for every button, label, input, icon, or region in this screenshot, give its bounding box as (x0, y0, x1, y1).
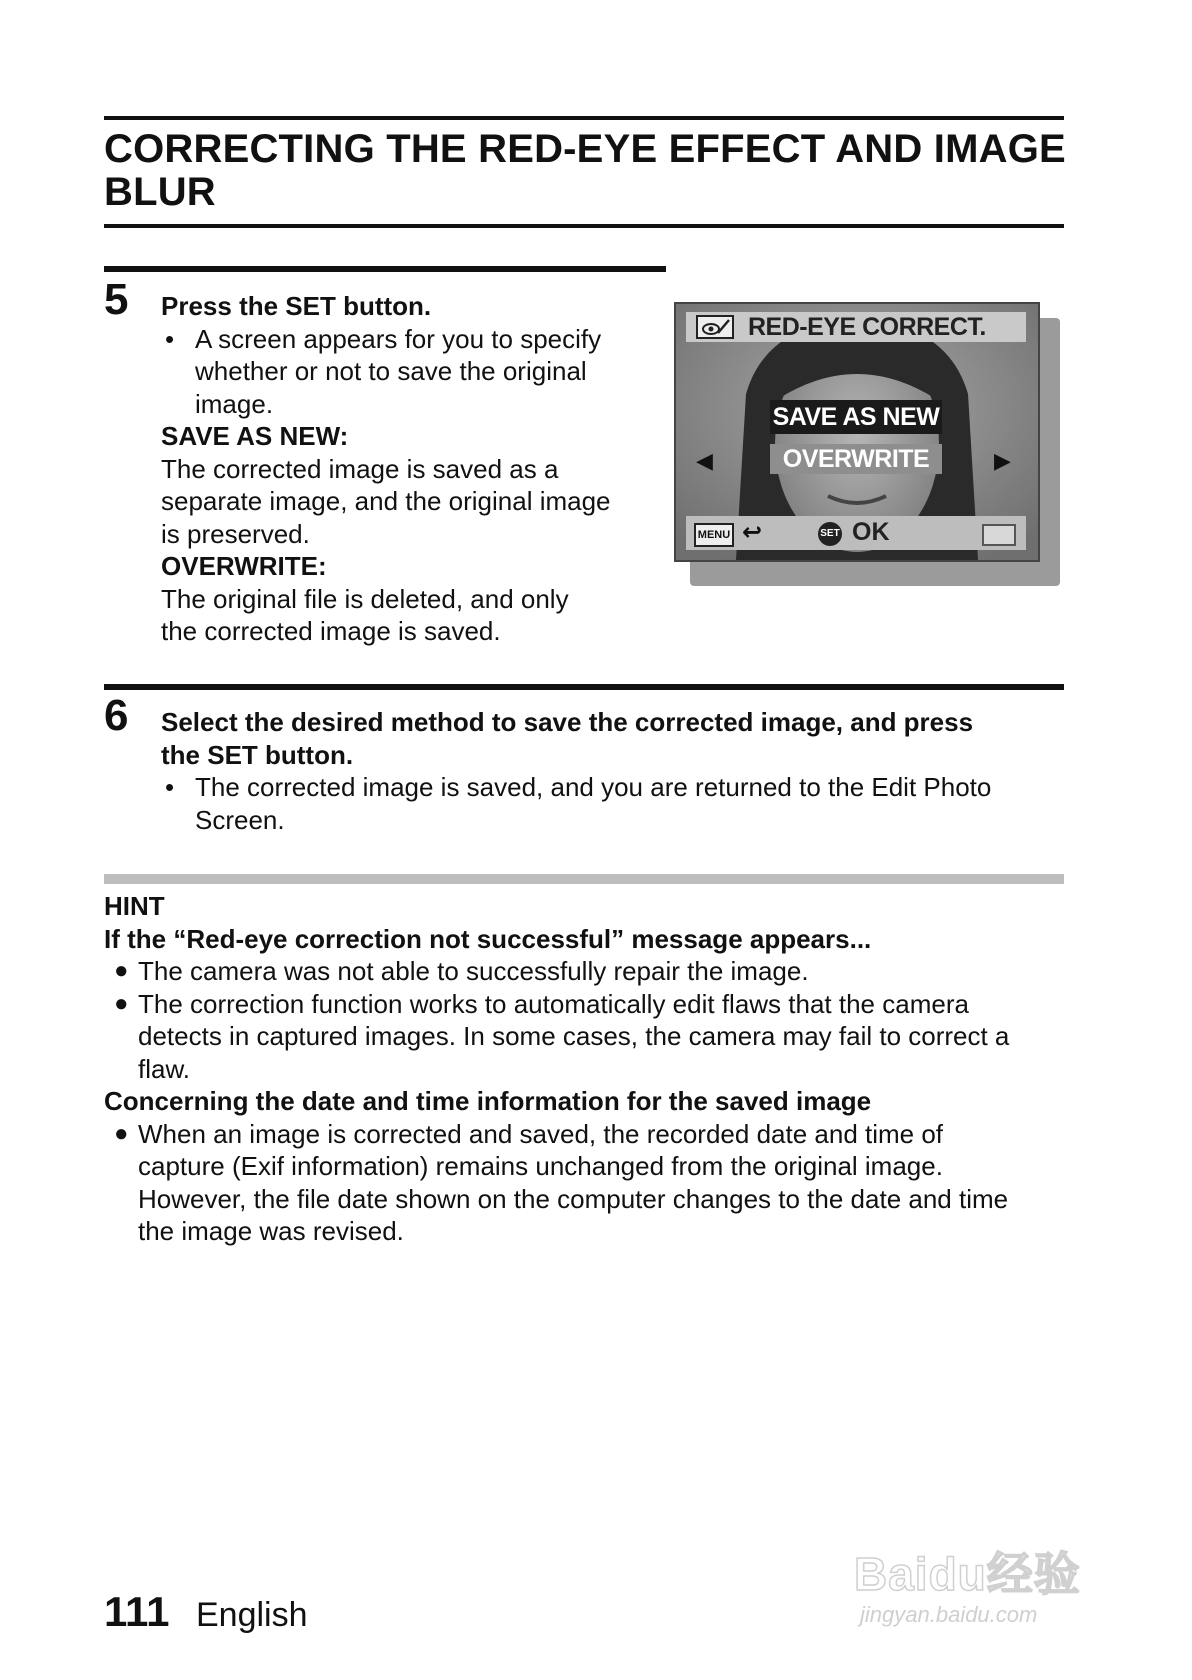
camera-footer-bar (686, 516, 1026, 550)
step6-body (161, 706, 1081, 836)
battery-icon (982, 524, 1016, 546)
save-as-new-option[interactable]: SAVE AS NEW (770, 400, 942, 434)
title-bottom-rule (104, 224, 1064, 228)
overwrite-label: OVERWRITE: (161, 551, 327, 581)
overwrite-option[interactable]: OVERWRITE (770, 444, 942, 474)
step6-bullet-line: Screen. (195, 804, 285, 835)
right-arrow-icon[interactable]: ▶ (994, 448, 1011, 473)
step5-body (161, 290, 661, 648)
language-label: English (196, 1596, 308, 1634)
hint-subheading: If the “Red-eye correction not successful” message appears... (104, 923, 872, 954)
hint-bullet (104, 988, 1064, 1086)
step5-bullet-line: A screen appears for you to specify (195, 323, 602, 354)
left-arrow-icon[interactable]: ◀ (696, 448, 713, 473)
camera-screen (674, 302, 1040, 562)
step6-rule (104, 684, 1064, 690)
camera-header-bar (686, 312, 1026, 342)
bullet-dot: ● (114, 1119, 129, 1147)
step6-bullet (161, 771, 1081, 836)
step6-heading-line: Select the desired method to save the corrected image, and press (161, 707, 974, 737)
hint-bar (104, 874, 1064, 884)
hint-bullet-line: detects in captured images. In some cases, the camera may fail to correct a (138, 1021, 1010, 1051)
step6-number: 6 (104, 691, 129, 740)
hint-bullet-line: The camera was not able to successfully repair the image. (138, 956, 809, 986)
save-as-new-line: The corrected image is saved as a (161, 453, 559, 484)
hint-bullet (104, 1118, 1064, 1248)
watermark-brand: Baidu经验 (854, 1548, 1081, 1600)
watermark-url: jingyan.baidu.com (860, 1602, 1038, 1627)
camera-header-title: RED-EYE CORRECT. (748, 313, 986, 341)
page-number: 111 (104, 1588, 170, 1635)
step5-bullet-line: whether or not to save the original (195, 356, 587, 386)
hint-bullet-line: the image was revised. (138, 1216, 404, 1246)
back-icon: ↩ (742, 519, 763, 546)
bullet-dot: ● (114, 957, 129, 984)
hint-bullet-line: capture (Exif information) remains unchanged from the original image. (138, 1151, 943, 1181)
red-eye-icon (696, 315, 734, 339)
save-as-new-label: SAVE AS NEW: (161, 421, 349, 451)
hint-label: HINT (104, 891, 165, 921)
step5-bullet (161, 323, 661, 421)
bullet-dot: • (165, 772, 175, 802)
hint-bullet-line: flaw. (138, 1053, 191, 1084)
title-top-rule (104, 116, 1064, 120)
hint-bullet-line: When an image is corrected and saved, the recorded date and time of (138, 1118, 944, 1149)
save-as-new-line: is preserved. (161, 518, 310, 549)
set-icon: SET (818, 522, 842, 546)
hint-bullet (104, 955, 1064, 988)
save-as-new-line: separate image, and the original image (161, 486, 611, 516)
step6-bullet-line: The corrected image is saved, and you are returned to the Edit Photo (195, 772, 992, 802)
hint-subheading: Concerning the date and time information for the saved image (104, 1086, 872, 1116)
page-title: CORRECTING THE RED-EYE EFFECT AND IMAGE BLUR (104, 127, 1066, 214)
hint-section (104, 890, 1064, 1248)
step5-bullet-line: image. (195, 388, 274, 419)
step5-rule (104, 266, 666, 272)
bullet-dot: ● (114, 989, 129, 1017)
overwrite-line: The original file is deleted, and only (161, 583, 569, 614)
ok-label: OK (852, 518, 890, 546)
bullet-dot: • (165, 323, 175, 354)
hint-bullet-line: The correction function works to automatically edit flaws that the camera (138, 988, 969, 1019)
hint-bullet-line: However, the file date shown on the computer changes to the date and time (138, 1183, 1009, 1214)
overwrite-line: the corrected image is saved. (161, 616, 501, 646)
menu-icon: MENU (694, 523, 734, 547)
step5-heading: Press the SET button. (161, 291, 432, 321)
step6-heading-line: the SET button. (161, 739, 354, 770)
step5-number: 5 (104, 275, 129, 324)
